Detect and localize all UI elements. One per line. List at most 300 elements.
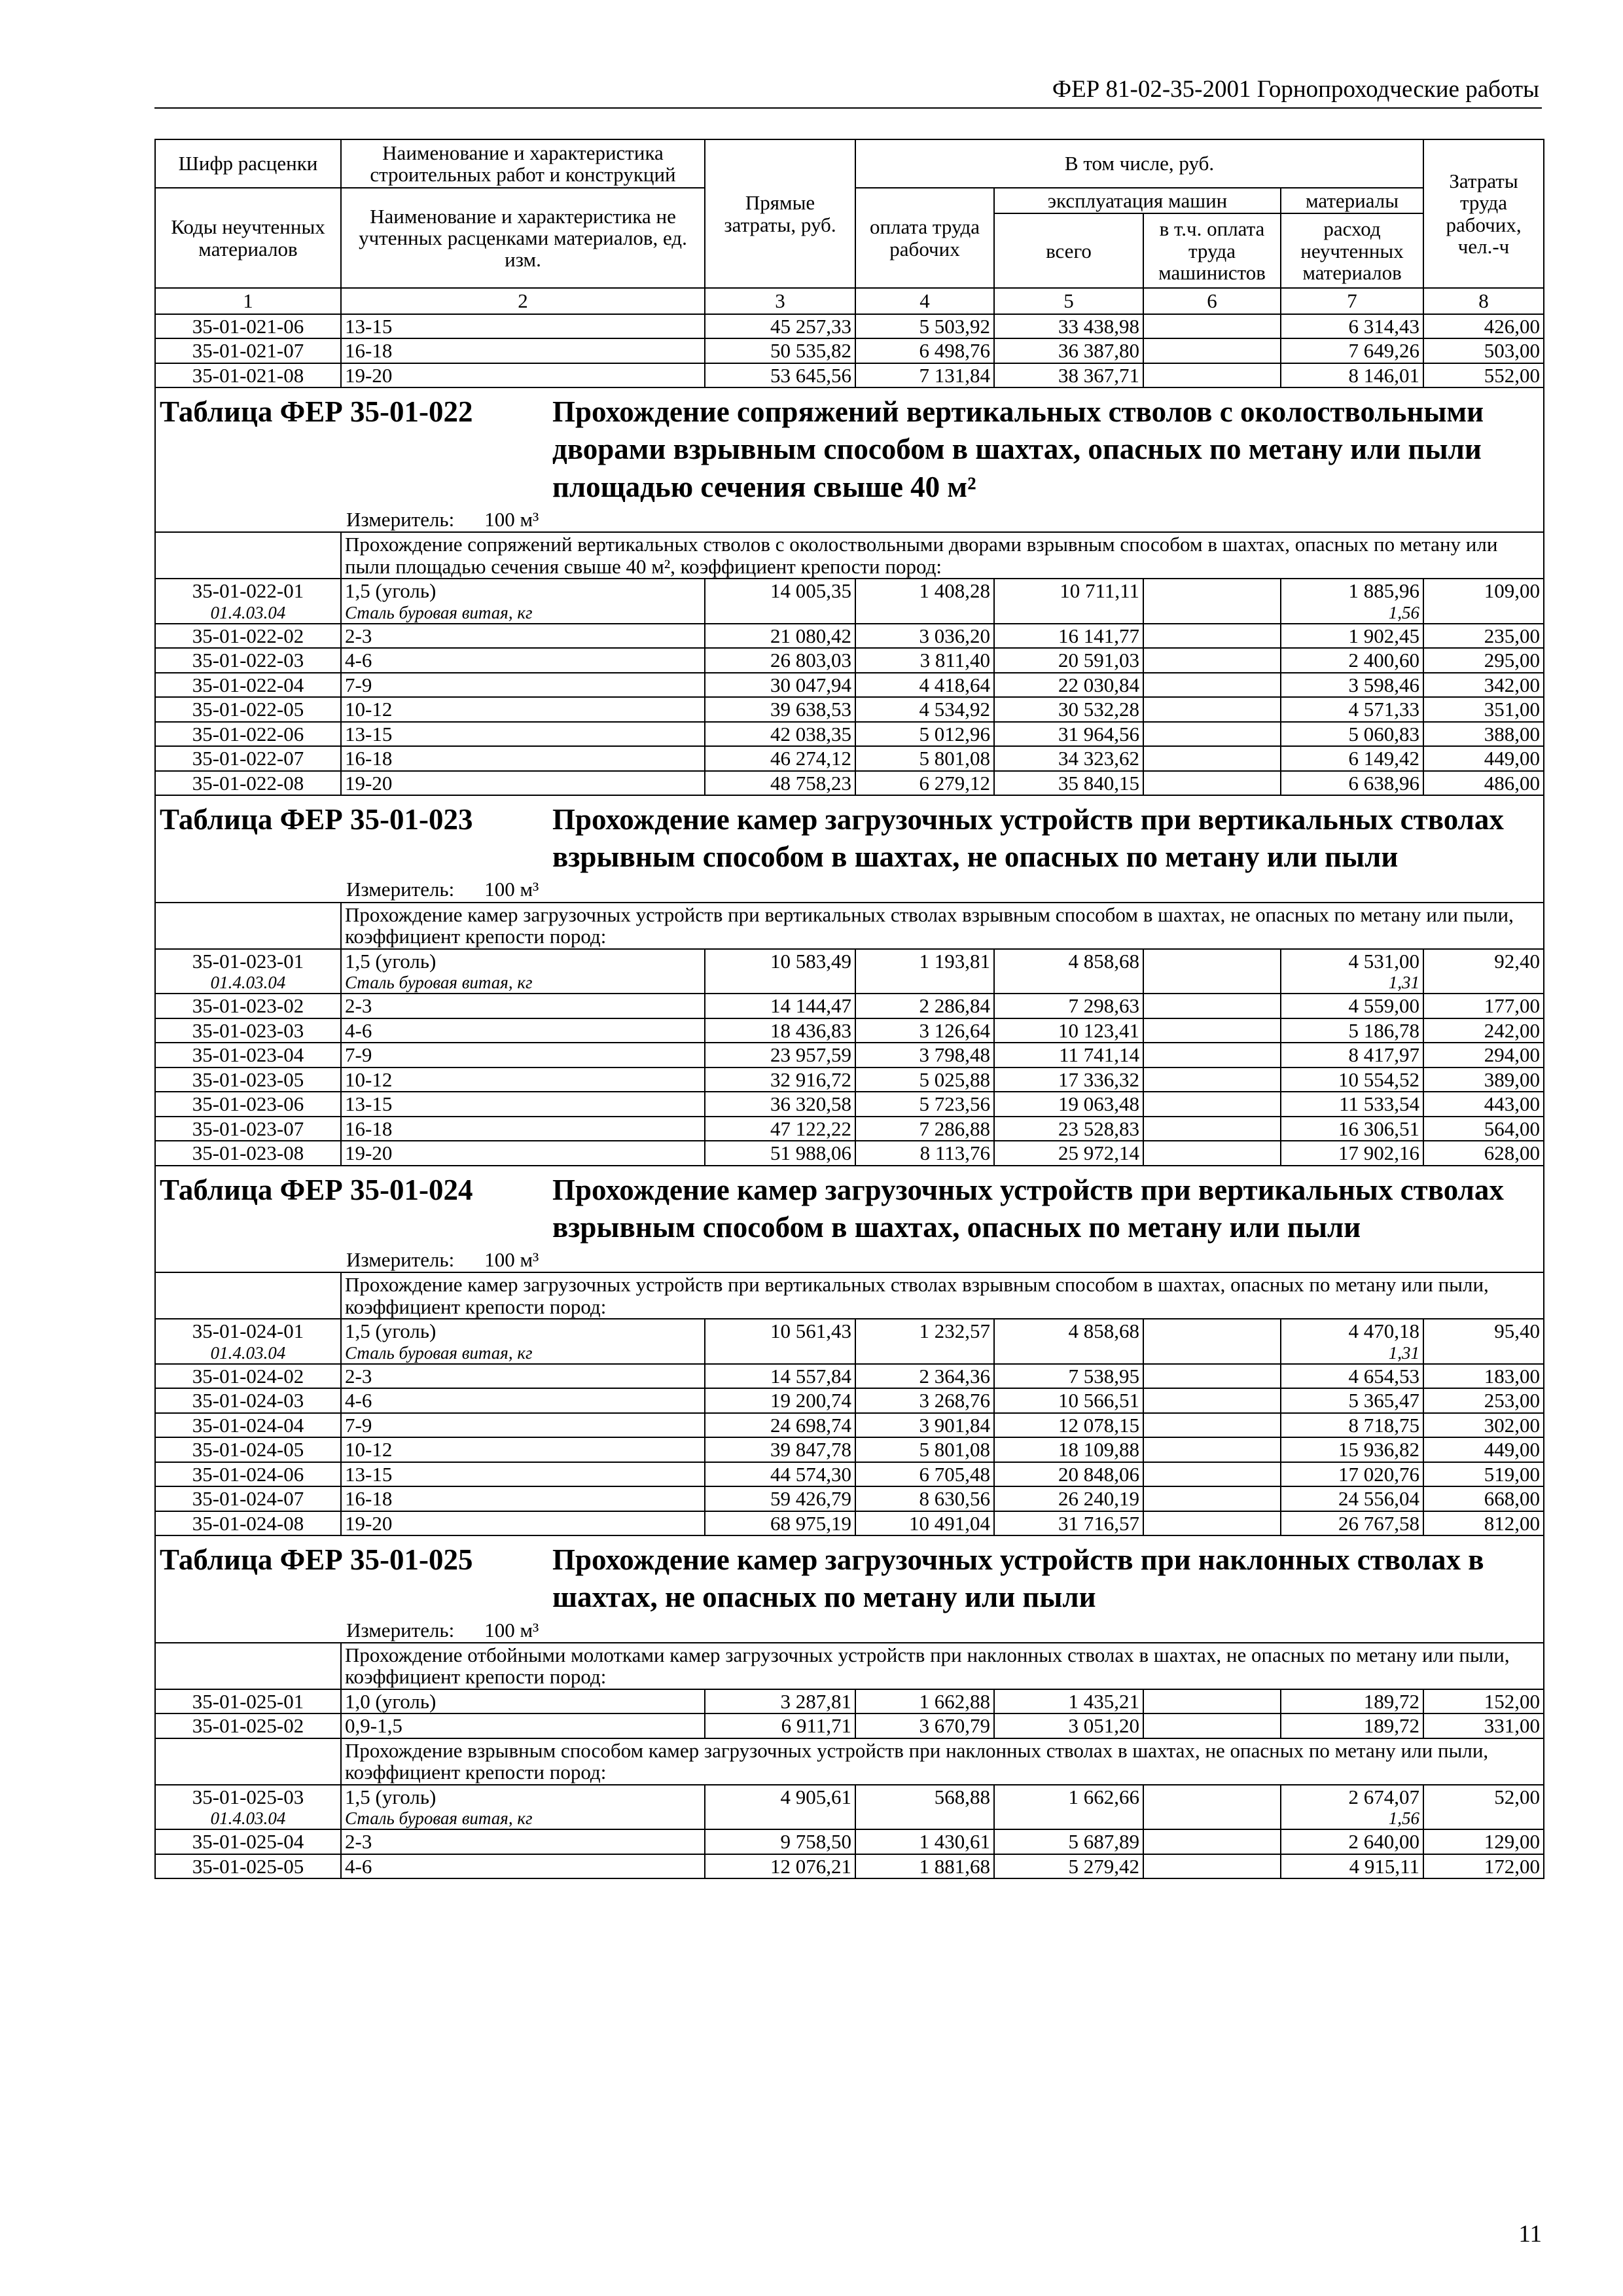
work-name: 1,5 (уголь) (341, 1785, 705, 1808)
machines-labor-pay (1143, 697, 1281, 721)
table-row (155, 1092, 1544, 1116)
labor-pay: 5 801,08 (855, 746, 994, 770)
direct-costs: 50 535,82 (705, 338, 855, 363)
materials-cost: 4 531,00 (1281, 949, 1423, 973)
labor-pay: 4 418,64 (855, 673, 994, 697)
material-code: 01.4.03.04 (155, 973, 341, 994)
table-title-cell (155, 387, 1544, 508)
material-name: Сталь буровая витая, кг (341, 603, 705, 624)
machines-labor-pay (1143, 338, 1281, 363)
table-row (155, 1462, 1544, 1486)
col-header-mat-codes: Коды неучтенных материалов (155, 188, 341, 288)
machines-labor-pay (1143, 648, 1281, 672)
materials-cost: 189,72 (1281, 1689, 1423, 1713)
machines-labor-pay (1143, 1689, 1281, 1713)
section-description: Прохождение камер загрузочных устройств при вертикальных стволах взрывным способом в шахтах, опасных по метану или пыли, коэффициент крепости пород: (341, 1272, 1544, 1319)
labor-pay: 7 286,88 (855, 1117, 994, 1141)
table-row (155, 1067, 1544, 1092)
direct-costs: 68 975,19 (705, 1511, 855, 1535)
machines-total: 22 030,84 (994, 673, 1143, 697)
rate-code: 35-01-021-07 (155, 338, 341, 363)
col-header-including: В том числе, руб. (855, 139, 1423, 188)
rate-code: 35-01-024-08 (155, 1511, 341, 1535)
description-row (155, 903, 1544, 949)
description-row (155, 532, 1544, 579)
machines-labor-pay (1143, 1043, 1281, 1067)
direct-costs: 24 698,74 (705, 1413, 855, 1437)
measure-row (155, 509, 1544, 532)
measure-row (155, 878, 1544, 902)
machines-total: 20 848,06 (994, 1462, 1143, 1486)
table-row (155, 1388, 1544, 1412)
col-header-name: Наименование и характеристика строительных работ и конструкций (341, 139, 705, 188)
machines-labor-pay (1143, 314, 1281, 338)
rate-code: 35-01-021-08 (155, 363, 341, 387)
labor-hours: 235,00 (1423, 624, 1544, 648)
labor-pay: 6 705,48 (855, 1462, 994, 1486)
work-name: 4-6 (341, 1388, 705, 1412)
labor-hours: 503,00 (1423, 338, 1544, 363)
materials-cost: 8 417,97 (1281, 1043, 1423, 1067)
machines-total: 10 566,51 (994, 1388, 1143, 1412)
labor-pay: 7 131,84 (855, 363, 994, 387)
machines-total: 23 528,83 (994, 1117, 1143, 1141)
material-row (155, 1808, 1544, 1829)
machines-total: 5 687,89 (994, 1829, 1143, 1854)
description-spacer (155, 1272, 341, 1319)
labor-pay: 6 279,12 (855, 771, 994, 795)
table-row (155, 949, 1544, 973)
direct-costs: 42 038,35 (705, 722, 855, 746)
direct-costs: 18 436,83 (705, 1018, 855, 1043)
material-name: Сталь буровая витая, кг (341, 1343, 705, 1364)
machines-labor-pay (1143, 1092, 1281, 1116)
col-header-machines-labor: в т.ч. оплата труда машинистов (1143, 213, 1281, 288)
table-number: Таблица ФЕР 35-01-025 (160, 1543, 473, 1577)
work-name: 10-12 (341, 1437, 705, 1462)
description-spacer (155, 1738, 341, 1785)
section-description: Прохождение сопряжений вертикальных стволов с околоствольными дворами взрывным способом в шахтах, опасных по метану или пыли площадью сечения свыше 40 м², коэффициент крепости пород: (341, 532, 1544, 579)
labor-pay: 6 498,76 (855, 338, 994, 363)
col-number: 5 (994, 288, 1143, 314)
col-number: 4 (855, 288, 994, 314)
rate-code: 35-01-023-01 (155, 949, 341, 973)
labor-pay: 5 723,56 (855, 1092, 994, 1116)
labor-pay: 1 232,57 (855, 1319, 994, 1342)
labor-pay: 8 630,56 (855, 1486, 994, 1511)
machines-labor-pay (1143, 1018, 1281, 1043)
table-row (155, 314, 1544, 338)
measure-cell (155, 1249, 1544, 1272)
labor-hours: 242,00 (1423, 1018, 1544, 1043)
machines-labor-pay (1143, 1117, 1281, 1141)
machines-total: 30 532,28 (994, 697, 1143, 721)
empty-cell (994, 1343, 1143, 1364)
machines-labor-pay (1143, 949, 1281, 973)
rate-code: 35-01-022-01 (155, 579, 341, 602)
material-code: 01.4.03.04 (155, 1808, 341, 1829)
material-code: 01.4.03.04 (155, 1343, 341, 1364)
page-number: 11 (1518, 2221, 1542, 2248)
machines-labor-pay (1143, 1462, 1281, 1486)
labor-hours: 295,00 (1423, 648, 1544, 672)
machines-labor-pay (1143, 746, 1281, 770)
machines-total: 34 323,62 (994, 746, 1143, 770)
labor-hours: 183,00 (1423, 1364, 1544, 1388)
empty-cell (1423, 973, 1544, 994)
materials-cost: 1 902,45 (1281, 624, 1423, 648)
col-header-machines: эксплуатация машин (994, 188, 1281, 213)
empty-cell (1143, 973, 1281, 994)
direct-costs: 45 257,33 (705, 314, 855, 338)
rate-code: 35-01-025-03 (155, 1785, 341, 1808)
col-number: 3 (705, 288, 855, 314)
material-name: Сталь буровая витая, кг (341, 973, 705, 994)
table-title (160, 1541, 1539, 1616)
rate-code: 35-01-021-06 (155, 314, 341, 338)
table-row (155, 363, 1544, 387)
rate-code: 35-01-024-05 (155, 1437, 341, 1462)
work-name: 13-15 (341, 1092, 705, 1116)
direct-costs: 14 557,84 (705, 1364, 855, 1388)
labor-hours: 52,00 (1423, 1785, 1544, 1808)
machines-labor-pay (1143, 1319, 1281, 1342)
measure-cell (155, 509, 1544, 532)
table-row (155, 579, 1544, 602)
table-row (155, 1018, 1544, 1043)
rate-code: 35-01-025-02 (155, 1713, 341, 1738)
table-row (155, 1141, 1544, 1165)
col-number: 6 (1143, 288, 1281, 314)
materials-cost: 16 306,51 (1281, 1117, 1423, 1141)
labor-hours: 564,00 (1423, 1117, 1544, 1141)
materials-cost: 2 640,00 (1281, 1829, 1423, 1854)
table-row (155, 1413, 1544, 1437)
machines-total: 19 063,48 (994, 1092, 1143, 1116)
table-row (155, 994, 1544, 1018)
direct-costs: 53 645,56 (705, 363, 855, 387)
materials-cost: 5 365,47 (1281, 1388, 1423, 1412)
measure-cell (155, 878, 1544, 902)
machines-labor-pay (1143, 624, 1281, 648)
material-quantity: 1,31 (1281, 973, 1423, 994)
machines-labor-pay (1143, 363, 1281, 387)
table-name: Прохождение сопряжений вертикальных стволов с околоствольными дворами взрывным способом в шахтах, опасных по метану или пыли площадью сечения свыше 40 м² (552, 395, 1484, 503)
work-name: 1,5 (уголь) (341, 1319, 705, 1342)
labor-hours: 486,00 (1423, 771, 1544, 795)
table-row (155, 1117, 1544, 1141)
rate-code: 35-01-023-04 (155, 1043, 341, 1067)
machines-labor-pay (1143, 771, 1281, 795)
table-row (155, 338, 1544, 363)
work-name: 4-6 (341, 648, 705, 672)
direct-costs: 3 287,81 (705, 1689, 855, 1713)
direct-costs: 10 583,49 (705, 949, 855, 973)
rate-code: 35-01-024-01 (155, 1319, 341, 1342)
work-name: 7-9 (341, 673, 705, 697)
col-header-labor-cost: Затраты труда рабочих, чел.-ч (1423, 139, 1544, 288)
material-quantity: 1,31 (1281, 1343, 1423, 1364)
description-row (155, 1643, 1544, 1689)
table-row (155, 1043, 1544, 1067)
direct-costs: 51 988,06 (705, 1141, 855, 1165)
rate-code: 35-01-024-02 (155, 1364, 341, 1388)
measure-unit: 100 м³ (484, 878, 539, 901)
table-title (160, 801, 1539, 876)
labor-hours: 552,00 (1423, 363, 1544, 387)
machines-total: 4 858,68 (994, 949, 1143, 973)
description-row (155, 1738, 1544, 1785)
work-name: 4-6 (341, 1018, 705, 1043)
machines-labor-pay (1143, 579, 1281, 602)
machines-labor-pay (1143, 1829, 1281, 1854)
work-name: 13-15 (341, 314, 705, 338)
section-description: Прохождение отбойными молотками камер загрузочных устройств при наклонных стволах в шахтах, не опасных по метану или пыли, коэффициент крепости пород: (341, 1643, 1544, 1689)
materials-cost: 10 554,52 (1281, 1067, 1423, 1092)
labor-pay: 3 036,20 (855, 624, 994, 648)
work-name: 7-9 (341, 1413, 705, 1437)
labor-pay: 5 012,96 (855, 722, 994, 746)
direct-costs: 39 847,78 (705, 1437, 855, 1462)
direct-costs: 10 561,43 (705, 1319, 855, 1342)
machines-total: 33 438,98 (994, 314, 1143, 338)
empty-cell (1423, 1343, 1544, 1364)
table-row (155, 624, 1544, 648)
empty-cell (855, 1343, 994, 1364)
machines-labor-pay (1143, 1437, 1281, 1462)
col-number: 8 (1423, 288, 1544, 314)
materials-cost: 2 400,60 (1281, 648, 1423, 672)
machines-total: 7 298,63 (994, 994, 1143, 1018)
measure-cell (155, 1619, 1544, 1643)
labor-pay: 1 193,81 (855, 949, 994, 973)
labor-pay: 3 901,84 (855, 1413, 994, 1437)
machines-labor-pay (1143, 1388, 1281, 1412)
section-description: Прохождение взрывным способом камер загрузочных устройств при наклонных стволах в шахтах, не опасных по метану или пыли, коэффициент крепости пород: (341, 1738, 1544, 1785)
direct-costs: 14 144,47 (705, 994, 855, 1018)
machines-labor-pay (1143, 1067, 1281, 1092)
machines-total: 31 964,56 (994, 722, 1143, 746)
work-name: 16-18 (341, 1486, 705, 1511)
table-name: Прохождение камер загрузочных устройств при наклонных стволах в шахтах, не опасных по метану или пыли (552, 1543, 1484, 1614)
machines-total: 1 435,21 (994, 1689, 1143, 1713)
materials-cost: 4 654,53 (1281, 1364, 1423, 1388)
machines-labor-pay (1143, 1785, 1281, 1808)
direct-costs: 44 574,30 (705, 1462, 855, 1486)
work-name: 2-3 (341, 1364, 705, 1388)
materials-cost: 6 149,42 (1281, 746, 1423, 770)
material-code: 01.4.03.04 (155, 603, 341, 624)
labor-pay: 3 126,64 (855, 1018, 994, 1043)
work-name: 2-3 (341, 624, 705, 648)
work-name: 1,0 (уголь) (341, 1689, 705, 1713)
table-number: Таблица ФЕР 35-01-024 (160, 1173, 473, 1206)
measure-label: Измеритель: (346, 508, 455, 531)
machines-total: 10 123,41 (994, 1018, 1143, 1043)
rate-code: 35-01-024-03 (155, 1388, 341, 1412)
materials-cost: 24 556,04 (1281, 1486, 1423, 1511)
col-number: 7 (1281, 288, 1423, 314)
labor-pay: 2 364,36 (855, 1364, 994, 1388)
empty-cell (705, 1343, 855, 1364)
materials-cost: 3 598,46 (1281, 673, 1423, 697)
direct-costs: 9 758,50 (705, 1829, 855, 1854)
materials-cost: 1 885,96 (1281, 579, 1423, 602)
work-name: 0,9-1,5 (341, 1713, 705, 1738)
labor-hours: 92,40 (1423, 949, 1544, 973)
rate-code: 35-01-022-07 (155, 746, 341, 770)
materials-cost: 8 146,01 (1281, 363, 1423, 387)
work-name: 1,5 (уголь) (341, 949, 705, 973)
empty-cell (994, 1808, 1143, 1829)
labor-hours: 812,00 (1423, 1511, 1544, 1535)
labor-pay: 1 430,61 (855, 1829, 994, 1854)
rate-code: 35-01-022-08 (155, 771, 341, 795)
labor-hours: 519,00 (1423, 1462, 1544, 1486)
material-name: Сталь буровая витая, кг (341, 1808, 705, 1829)
description-spacer (155, 532, 341, 579)
table-body (155, 314, 1544, 1878)
col-header-machines-total: всего (994, 213, 1143, 288)
machines-labor-pay (1143, 1413, 1281, 1437)
work-name: 1,5 (уголь) (341, 579, 705, 602)
measure (160, 878, 1539, 900)
labor-hours: 426,00 (1423, 314, 1544, 338)
rate-code: 35-01-022-02 (155, 624, 341, 648)
empty-cell (1143, 1343, 1281, 1364)
table-title-row (155, 1166, 1544, 1249)
work-name: 19-20 (341, 1141, 705, 1165)
machines-labor-pay (1143, 722, 1281, 746)
work-name: 7-9 (341, 1043, 705, 1067)
labor-hours: 253,00 (1423, 1388, 1544, 1412)
table-number: Таблица ФЕР 35-01-022 (160, 395, 473, 429)
materials-cost: 4 915,11 (1281, 1854, 1423, 1878)
labor-hours: 152,00 (1423, 1689, 1544, 1713)
table-number: Таблица ФЕР 35-01-023 (160, 803, 473, 836)
work-name: 19-20 (341, 363, 705, 387)
direct-costs: 47 122,22 (705, 1117, 855, 1141)
machines-total: 25 972,14 (994, 1141, 1143, 1165)
materials-cost: 4 559,00 (1281, 994, 1423, 1018)
work-name: 16-18 (341, 746, 705, 770)
labor-pay: 3 670,79 (855, 1713, 994, 1738)
measure-label: Измеритель: (346, 878, 455, 901)
empty-cell (994, 973, 1143, 994)
description-row (155, 1272, 1544, 1319)
labor-pay: 2 286,84 (855, 994, 994, 1018)
work-name: 4-6 (341, 1854, 705, 1878)
labor-pay: 1 408,28 (855, 579, 994, 602)
empty-cell (1143, 1808, 1281, 1829)
table-row (155, 1854, 1544, 1878)
table-row (155, 1713, 1544, 1738)
rate-code: 35-01-024-07 (155, 1486, 341, 1511)
empty-cell (855, 973, 994, 994)
machines-labor-pay (1143, 673, 1281, 697)
machines-labor-pay (1143, 1854, 1281, 1878)
machines-total: 16 141,77 (994, 624, 1143, 648)
table-title-row (155, 795, 1544, 878)
col-header-materials: материалы (1281, 188, 1423, 213)
machines-total: 12 078,15 (994, 1413, 1143, 1437)
materials-cost: 4 470,18 (1281, 1319, 1423, 1342)
col-header-mat-consumption: расход неучтенных материалов (1281, 213, 1423, 288)
machines-labor-pay (1143, 994, 1281, 1018)
work-name: 19-20 (341, 771, 705, 795)
table-row (155, 722, 1544, 746)
labor-pay: 3 798,48 (855, 1043, 994, 1067)
rate-code: 35-01-025-01 (155, 1689, 341, 1713)
table-row (155, 1829, 1544, 1854)
measure-unit: 100 м³ (484, 1619, 539, 1641)
machines-total: 35 840,15 (994, 771, 1143, 795)
machines-labor-pay (1143, 1364, 1281, 1388)
table-title-cell (155, 1166, 1544, 1249)
labor-hours: 302,00 (1423, 1413, 1544, 1437)
description-spacer (155, 903, 341, 949)
labor-hours: 449,00 (1423, 1437, 1544, 1462)
description-spacer (155, 1643, 341, 1689)
empty-cell (705, 1808, 855, 1829)
materials-cost: 11 533,54 (1281, 1092, 1423, 1116)
labor-hours: 177,00 (1423, 994, 1544, 1018)
section-description: Прохождение камер загрузочных устройств при вертикальных стволах взрывным способом в шахтах, не опасных по метану или пыли, коэффициент крепости пород: (341, 903, 1544, 949)
machines-total: 26 240,19 (994, 1486, 1143, 1511)
materials-cost: 5 186,78 (1281, 1018, 1423, 1043)
direct-costs: 36 320,58 (705, 1092, 855, 1116)
labor-hours: 294,00 (1423, 1043, 1544, 1067)
direct-costs: 39 638,53 (705, 697, 855, 721)
materials-cost: 5 060,83 (1281, 722, 1423, 746)
direct-costs: 46 274,12 (705, 746, 855, 770)
table-title (160, 1172, 1539, 1246)
empty-cell (1423, 1808, 1544, 1829)
empty-cell (994, 603, 1143, 624)
materials-cost: 7 649,26 (1281, 338, 1423, 363)
rate-code: 35-01-022-03 (155, 648, 341, 672)
table-row (155, 1785, 1544, 1808)
labor-hours: 351,00 (1423, 697, 1544, 721)
materials-cost: 26 767,58 (1281, 1511, 1423, 1535)
table-row (155, 1319, 1544, 1342)
measure-row (155, 1619, 1544, 1643)
materials-cost: 6 638,96 (1281, 771, 1423, 795)
labor-hours: 331,00 (1423, 1713, 1544, 1738)
labor-pay: 8 113,76 (855, 1141, 994, 1165)
rate-code: 35-01-022-04 (155, 673, 341, 697)
col-header-labor-pay: оплата труда рабочих (855, 188, 994, 288)
material-quantity: 1,56 (1281, 603, 1423, 624)
machines-total: 1 662,66 (994, 1785, 1143, 1808)
rate-code: 35-01-023-02 (155, 994, 341, 1018)
direct-costs: 59 426,79 (705, 1486, 855, 1511)
direct-costs: 6 911,71 (705, 1713, 855, 1738)
col-header-code: Шифр расценки (155, 139, 341, 188)
direct-costs: 30 047,94 (705, 673, 855, 697)
labor-hours: 95,40 (1423, 1319, 1544, 1342)
machines-total: 10 711,11 (994, 579, 1143, 602)
table-title-row (155, 387, 1544, 508)
rate-code: 35-01-024-06 (155, 1462, 341, 1486)
empty-cell (855, 1808, 994, 1829)
empty-cell (1423, 603, 1544, 624)
work-name: 16-18 (341, 338, 705, 363)
table-title-row (155, 1535, 1544, 1619)
col-header-direct: Прямые затраты, руб. (705, 139, 855, 288)
page-header (154, 73, 1542, 109)
table-row (155, 1364, 1544, 1388)
